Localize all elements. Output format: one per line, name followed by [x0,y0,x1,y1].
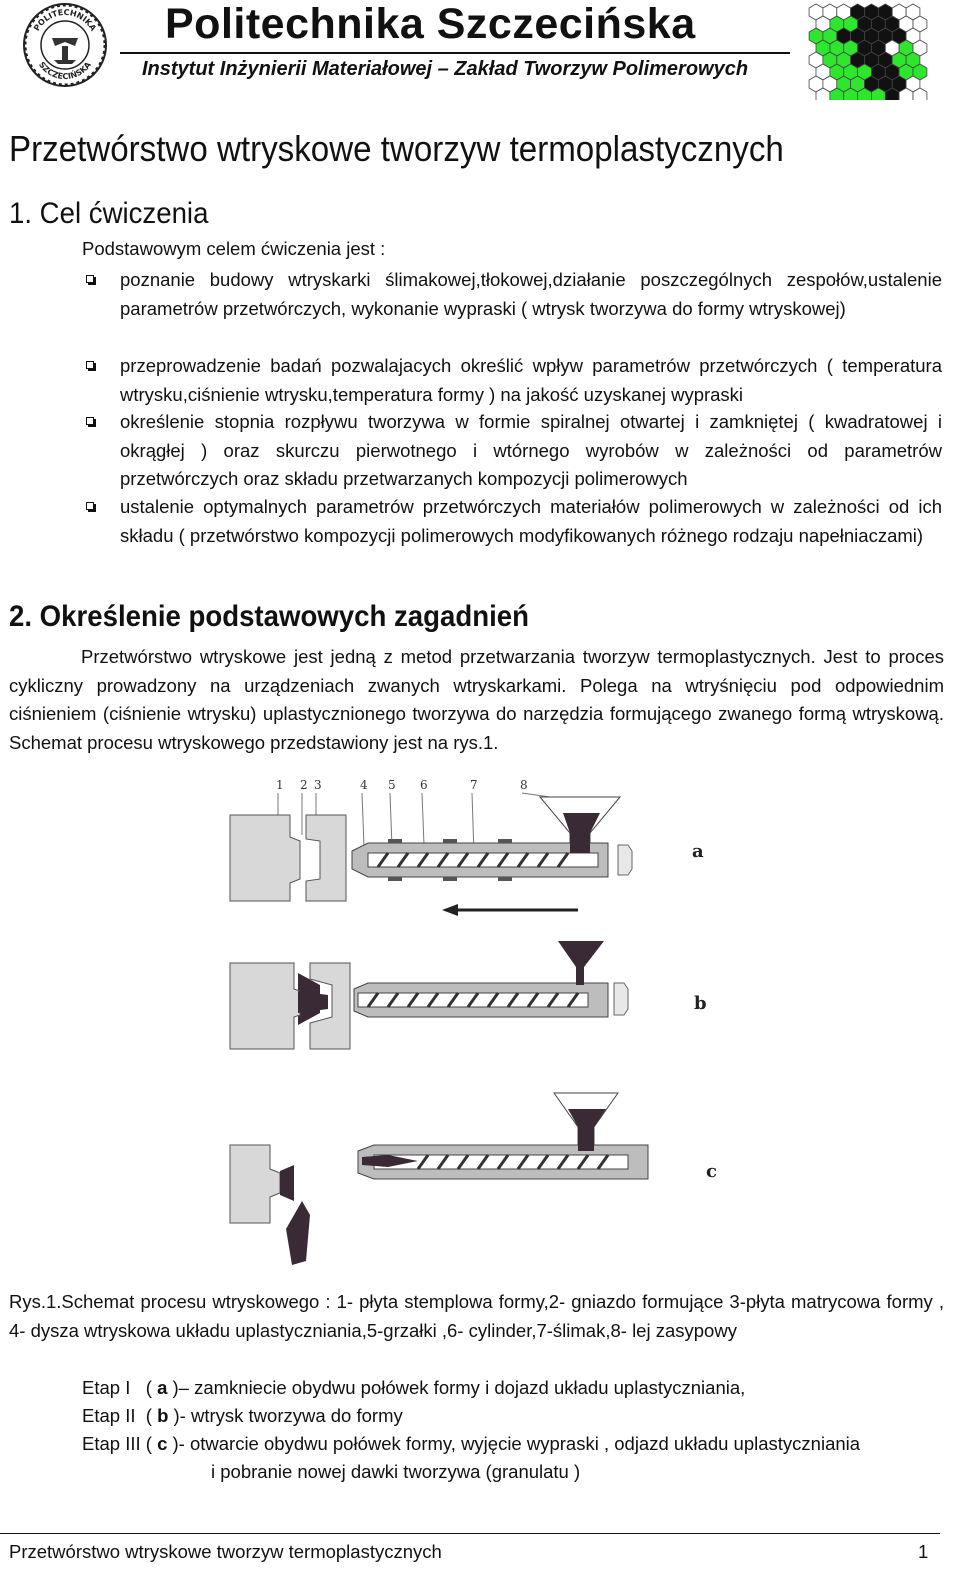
section-2-heading: 2. Określenie podstawowych zagadnień [9,600,529,633]
goal-item-3 [82,408,942,494]
stage-label: b [694,993,707,1014]
goal-text: przeprowadzenie badań pozwalajacych określić wpływ parametrów przetwórczych ( temperatura wtrysku,ciśnienie wtrysku,temperatura formy ) na jakość uzyskanej wypraski [120,355,942,405]
part-label: 4 [360,778,368,792]
checkbox-bullet-icon [86,502,94,510]
paragraph-text: Przetwórstwo wtryskowe jest jedną z metod przetwarzania tworzyw termoplastycznych. Jest to proces cykliczny prowadzony na urządzeniach zwanych wtryskarkami. Polega na wtryśnięciu pod odpowiednim ciśnieniem (ciśnienie wtrysku) uplastycznionego tworzywa do narzędzia formującego zwanego formą wtryskową. Schemat procesu wtryskowego przedstawiony jest na rys.1. [9,646,944,753]
svg-text:POLITECHNIKA: POLITECHNIKA [32,7,98,33]
stage-label: c [706,1161,717,1182]
university-seal-logo [22,2,108,88]
stage-3-description: Etap III ( c )- otwarcie obydwu połówek formy, wyjęcie wypraski , odjazd układu uplastyczniania [82,1433,861,1454]
svg-text:SZCZECIŃSKA: SZCZECIŃSKA [37,60,93,82]
part-label: 7 [470,778,478,792]
part-label: 1 [276,778,284,792]
stage-b-drawing [230,941,707,1049]
footer-divider [0,1533,940,1534]
part-label: 5 [388,778,396,792]
injection-process-diagram [228,775,748,1270]
page-number: 1 [918,1541,929,1562]
stage-a-drawing [230,797,704,916]
stage-label: a [692,841,704,862]
stage-2-description: Etap II ( b )- wtrysk tworzywa do formy [82,1405,403,1426]
footer-title: Przetwórstwo wtryskowe tworzyw termoplastycznych [9,1541,442,1562]
section-1-heading: 1. Cel ćwiczenia [9,197,209,230]
document-title: Przetwórstwo wtryskowe tworzyw termoplastycznych [9,128,784,169]
part-label: 3 [314,778,322,792]
stage-1-description: Etap I ( a )– zamkniecie obydwu połówek formy i dojazd układu uplastyczniania, [82,1377,746,1398]
arrow-left-icon [442,904,458,916]
part-label: 2 [300,778,308,792]
checkbox-bullet-icon [86,417,94,425]
part-label: 6 [420,778,428,792]
goal-text: określenie stopnia rozpływu tworzywa w formie spiralnej otwartej i zamkniętej ( kwadratowej i okrągłej ) oraz skurczu pierwotnego i wtórnego wyrobów w zależności od parametrów przetwórczych oraz składu przetwarzanych kompozycji polimerowych [120,411,942,489]
section-1-intro: Podstawowym celem ćwiczenia jest : [82,238,386,259]
university-name: Politechnika Szczecińska [165,0,696,48]
header-divider [120,52,790,54]
goal-text: poznanie budowy wtryskarki ślimakowej,tłokowej,działanie poszczególnych zespołów,ustalenie parametrów przetwórczych, wykonanie wypraski ( wtrysk tworzywa do formy wtryskowej) [120,269,942,319]
checkbox-bullet-icon [86,361,94,369]
goal-item-2 [82,352,942,409]
institute-name: Instytut Inżynierii Materiałowej – Zakład Tworzyw Polimerowych [142,58,749,80]
stage-3-continuation: i pobranie nowej dawki tworzywa (granulatu ) [211,1461,581,1482]
hexagon-lab-logo [806,2,928,100]
goal-text: ustalenie optymalnych parametrów przetwórczych materiałów polimerowych w zależności od ich składu ( przetwórstwo kompozycji polimerowych modyfikowanych różnego rodzaju napełniaczami) [120,496,942,546]
stage-c-drawing [230,1093,717,1265]
goal-item-1 [82,266,942,323]
checkbox-bullet-icon [86,275,94,283]
section-2-paragraph [9,643,944,757]
part-label: 8 [520,778,528,792]
goal-item-4 [82,493,942,550]
figure-caption: Rys.1.Schemat procesu wtryskowego : 1- płyta stemplowa formy,2- gniazdo formujące 3-płyta matrycowa formy , 4- dysza wtryskowa układu uplastyczniania,5-grzałki ,6- cylinder,7-ślimak,8- lej zasypowy [9,1291,944,1341]
